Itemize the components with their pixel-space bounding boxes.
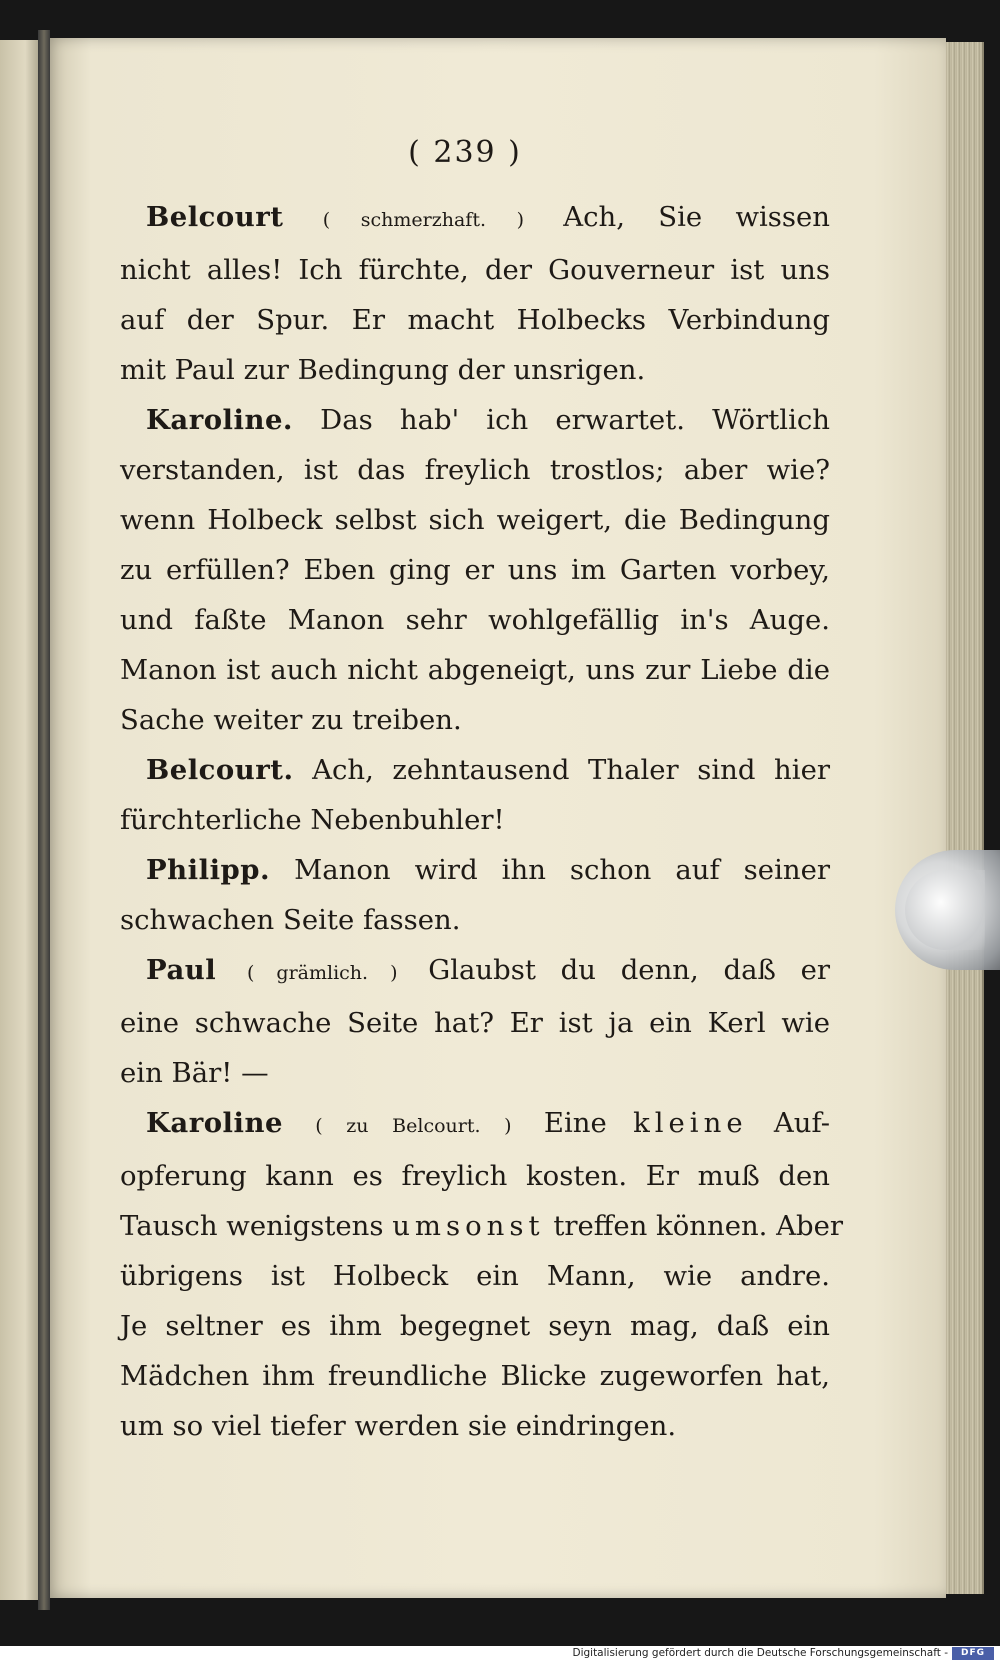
- text-line: Je seltner es ihm begegnet seyn mag, daß ein: [120, 1310, 830, 1342]
- emphasized-word: umsonst: [392, 1210, 545, 1242]
- line-text: treffen können. Aber: [553, 1210, 844, 1242]
- speaker-name: Philipp.: [146, 854, 271, 886]
- footer-credit: Digitalisierung gefördert durch die Deutsche Forschungsgemeinschaft -: [572, 1647, 948, 1659]
- speaker-name: Paul: [146, 954, 217, 986]
- binding-gutter: [38, 30, 50, 1610]
- text-line: auf der Spur. Er macht Holbecks Verbindung: [120, 304, 830, 336]
- text-line: Mädchen ihm freundliche Blicke zugeworfen hat,: [120, 1360, 830, 1392]
- page-number: ( 239 ): [408, 135, 522, 170]
- text-line: [120, 192, 830, 245]
- text-line: Sache weiter zu treiben.: [120, 704, 462, 736]
- paragraph: [120, 745, 830, 845]
- text-line: [120, 945, 830, 998]
- line-text: Tausch wenigstens: [120, 1210, 384, 1242]
- paragraph: [120, 395, 830, 745]
- line-text: Auf-: [773, 1107, 830, 1139]
- text-line: ein Bär! —: [120, 1057, 269, 1089]
- line-text: Manon wird ihn schon auf seiner: [294, 854, 830, 886]
- paragraph: [120, 192, 830, 395]
- line-text: Eine: [543, 1107, 607, 1139]
- line-text: Das hab' ich erwartet. Wörtlich: [320, 404, 830, 436]
- speaker-name: Belcourt: [146, 201, 284, 233]
- text-line: mit Paul zur Bedingung der unsrigen.: [120, 354, 646, 386]
- text-line: zu erfüllen? Eben ging er uns im Garten vorbey,: [120, 554, 830, 586]
- text-line: um so viel tiefer werden sie eindringen.: [120, 1410, 677, 1442]
- speaker-name: Karoline.: [146, 404, 294, 436]
- page-edge-stack: [946, 42, 984, 1594]
- line-text: Ach, Sie wissen: [563, 201, 830, 233]
- page-text: [120, 135, 844, 1451]
- text-line: Manon ist auch nicht abgeneigt, uns zur Liebe die: [120, 654, 830, 686]
- text-line: übrigens ist Holbeck ein Mann, wie andre.: [120, 1260, 830, 1292]
- text-line: schwachen Seite fassen.: [120, 904, 461, 936]
- line-text: Ach, zehntausend Thaler sind hier: [312, 754, 830, 786]
- text-line: [120, 1098, 830, 1151]
- emphasized-word: kleine: [633, 1107, 748, 1139]
- line-text: Glaubst du denn, daß er: [428, 954, 830, 986]
- text-line: opferung kann es freylich kosten. Er muß den: [120, 1160, 830, 1192]
- text-line: verstanden, ist das freylich trostlos; aber wie?: [120, 454, 830, 486]
- text-line: wenn Holbeck selbst sich weigert, die Bedingung: [120, 504, 830, 536]
- text-line: und faßte Manon sehr wohlgefällig in's Auge.: [120, 604, 830, 636]
- text-line: [120, 395, 830, 445]
- text-line: fürchterliche Nebenbuhler!: [120, 804, 505, 836]
- stage-direction: ( schmerzhaft. ): [322, 209, 524, 231]
- stage-direction: ( zu Belcourt. ): [315, 1115, 512, 1137]
- paragraph: [120, 1098, 844, 1451]
- previous-page-edge: [0, 40, 42, 1600]
- page-clip-highlight: [905, 870, 985, 950]
- text-line: eine schwache Seite hat? Er ist ja ein Kerl wie: [120, 1007, 830, 1039]
- text-line: [120, 845, 830, 895]
- text-line: [120, 1201, 844, 1251]
- speaker-name: Karoline: [146, 1107, 283, 1139]
- text-line: nicht alles! Ich fürchte, der Gouverneur ist uns: [120, 254, 830, 286]
- text-line: [120, 745, 830, 795]
- digitization-footer: [0, 1646, 1000, 1661]
- speaker-name: Belcourt.: [146, 754, 294, 786]
- stage-direction: ( grämlich. ): [246, 962, 398, 984]
- paragraph: [120, 945, 830, 1098]
- dfg-logo: DFG: [952, 1647, 994, 1660]
- paragraph: [120, 845, 830, 945]
